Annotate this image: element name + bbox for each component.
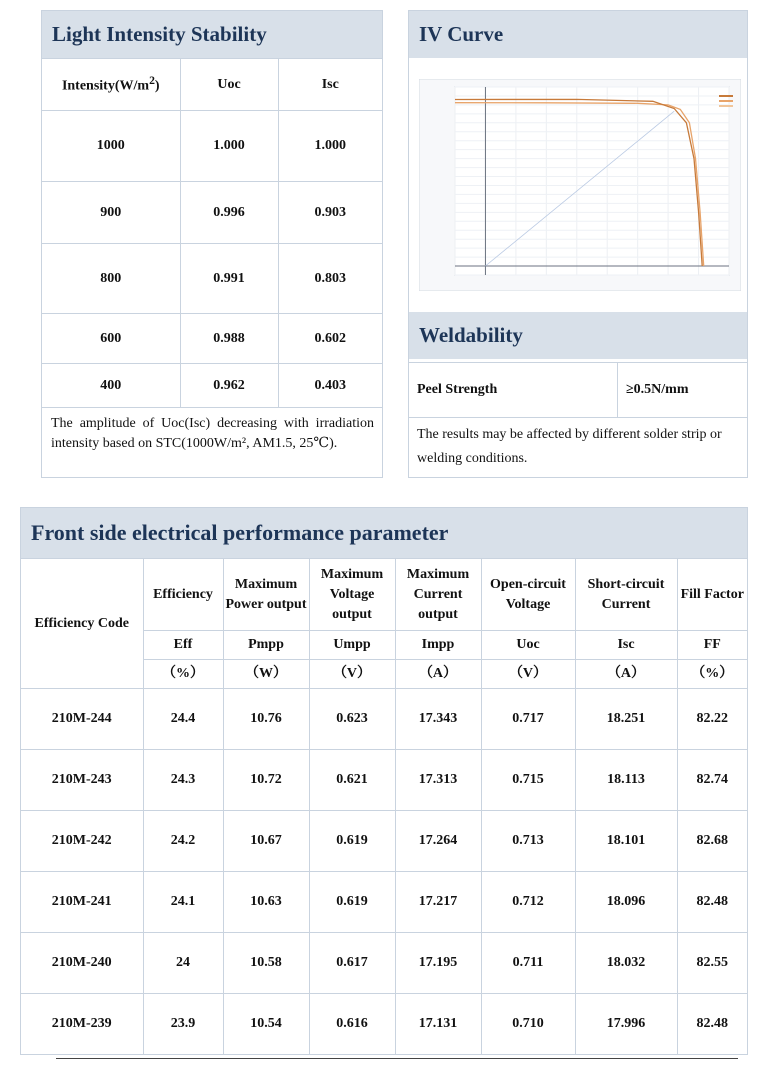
bottom-rule [56, 1058, 738, 1059]
table-row [21, 872, 747, 933]
light-intensity-panel [41, 10, 383, 478]
header-efficiency-code: Efficiency Code [21, 559, 143, 689]
cell-value: 10.72 [223, 750, 309, 811]
light-intensity-table [42, 58, 382, 408]
cell-efficiency-code: 210M-244 [21, 689, 143, 750]
header-name: Maximum Voltage output [309, 559, 395, 631]
cell-value: 18.032 [575, 933, 677, 994]
cell-value: 24.3 [143, 750, 223, 811]
table-row [42, 111, 382, 182]
cell-value: 17.343 [395, 689, 481, 750]
header-symbol: Pmpp [223, 631, 309, 660]
table-row [21, 933, 747, 994]
table-row [42, 314, 382, 364]
cell-value: 10.63 [223, 872, 309, 933]
front-side-panel [20, 507, 748, 1055]
header-intensity: $Intensity(W/m^2)$ [42, 59, 180, 111]
cell-value: 24 [143, 933, 223, 994]
weldability-title: Weldability [409, 312, 747, 359]
table-row [21, 811, 747, 872]
cell-value: 24.1 [143, 872, 223, 933]
cell-value: 0.715 [481, 750, 575, 811]
cell-value: 18.113 [575, 750, 677, 811]
peel-strength-value: ≥0.5N/mm [626, 382, 689, 397]
chart-legend [719, 95, 733, 107]
cell-value: 17.313 [395, 750, 481, 811]
cell-isc: 0.903 [278, 182, 382, 244]
header-symbol: FF [677, 631, 747, 660]
front-side-table [21, 558, 747, 1055]
table-row [42, 182, 382, 244]
cell-value: 17.195 [395, 933, 481, 994]
header-symbol: Isc [575, 631, 677, 660]
cell-efficiency-code: 210M-240 [21, 933, 143, 994]
plot-area [455, 87, 729, 275]
cell-value: 10.67 [223, 811, 309, 872]
cell-uoc: 1.000 [180, 111, 278, 182]
header-symbol: Uoc [481, 631, 575, 660]
header-name: Efficiency [143, 559, 223, 631]
cell-value: 0.713 [481, 811, 575, 872]
cell-uoc: 0.991 [180, 244, 278, 314]
header-unit: （V） [481, 660, 575, 689]
header-name: Maximum Current output [395, 559, 481, 631]
cell-isc: 0.602 [278, 314, 382, 364]
cell-value: 0.616 [309, 994, 395, 1055]
cell-value: 17.996 [575, 994, 677, 1055]
cell-uoc: 0.996 [180, 182, 278, 244]
iv-curve-panel [408, 10, 748, 478]
cell-efficiency-code: 210M-239 [21, 994, 143, 1055]
cell-value: 0.619 [309, 811, 395, 872]
cell-value: 82.22 [677, 689, 747, 750]
cell-value: 0.617 [309, 933, 395, 994]
light-intensity-title: Light Intensity Stability [42, 11, 382, 58]
table-row [42, 244, 382, 314]
table-row [21, 689, 747, 750]
cell-uoc: 0.988 [180, 314, 278, 364]
cell-intensity: 400 [42, 364, 180, 408]
cell-value: 18.101 [575, 811, 677, 872]
header-unit: （A） [575, 660, 677, 689]
cell-value: 0.711 [481, 933, 575, 994]
table-row [42, 364, 382, 408]
peel-strength-row [409, 362, 747, 418]
cell-value: 17.217 [395, 872, 481, 933]
front-side-title: Front side electrical performance parameter [21, 508, 747, 558]
header-unit: （V） [309, 660, 395, 689]
legend-swatch [719, 95, 733, 97]
cell-uoc: 0.962 [180, 364, 278, 408]
cell-isc: 0.803 [278, 244, 382, 314]
cell-value: 0.710 [481, 994, 575, 1055]
cell-value: 0.712 [481, 872, 575, 933]
cell-value: 0.619 [309, 872, 395, 933]
iv-curve-chart [419, 79, 741, 291]
legend-swatch [719, 100, 733, 102]
cell-value: 23.9 [143, 994, 223, 1055]
cell-value: 82.48 [677, 872, 747, 933]
cell-value: 17.131 [395, 994, 481, 1055]
cell-value: 82.68 [677, 811, 747, 872]
legend-swatch [719, 105, 733, 107]
cell-value: 17.264 [395, 811, 481, 872]
cell-efficiency-code: 210M-243 [21, 750, 143, 811]
cell-value: 24.2 [143, 811, 223, 872]
cell-value: 0.621 [309, 750, 395, 811]
header-uoc: Uoc [180, 59, 278, 111]
header-unit: （%） [143, 660, 223, 689]
cell-value: 24.4 [143, 689, 223, 750]
header-unit: （W） [223, 660, 309, 689]
cell-value: 10.76 [223, 689, 309, 750]
header-name: Short-circuit Current [575, 559, 677, 631]
header-name: Fill Factor [677, 559, 747, 631]
header-unit: （%） [677, 660, 747, 689]
header-isc: Isc [278, 59, 382, 111]
cell-intensity: 800 [42, 244, 180, 314]
cell-value: 82.74 [677, 750, 747, 811]
cell-value: 18.096 [575, 872, 677, 933]
cell-value: 18.251 [575, 689, 677, 750]
cell-intensity: 900 [42, 182, 180, 244]
cell-value: 82.55 [677, 933, 747, 994]
cell-value: 10.54 [223, 994, 309, 1055]
header-unit: （A） [395, 660, 481, 689]
light-intensity-note: The amplitude of Uoc(Isc) decreasing with irradiation intensity based on STC(1000W/m², AM1.5, 25℃). [51, 416, 374, 451]
header-symbol: Impp [395, 631, 481, 660]
cell-value: 82.48 [677, 994, 747, 1055]
weldability-note: The results may be affected by different solder strip or welding conditions. [417, 427, 722, 466]
header-symbol: Eff [143, 631, 223, 660]
iv-curve-svg [419, 79, 741, 291]
cell-value: 0.717 [481, 689, 575, 750]
header-symbol: Umpp [309, 631, 395, 660]
peel-strength-label: Peel Strength [409, 363, 618, 417]
cell-value: 0.623 [309, 689, 395, 750]
cell-isc: 0.403 [278, 364, 382, 408]
cell-efficiency-code: 210M-241 [21, 872, 143, 933]
cell-intensity: 1000 [42, 111, 180, 182]
header-name: Open-circuit Voltage [481, 559, 575, 631]
table-row [21, 994, 747, 1055]
cell-efficiency-code: 210M-242 [21, 811, 143, 872]
cell-intensity: 600 [42, 314, 180, 364]
cell-isc: 1.000 [278, 111, 382, 182]
table-row [21, 750, 747, 811]
cell-value: 10.58 [223, 933, 309, 994]
iv-curve-title: IV Curve [409, 11, 747, 58]
header-name: Maximum Power output [223, 559, 309, 631]
